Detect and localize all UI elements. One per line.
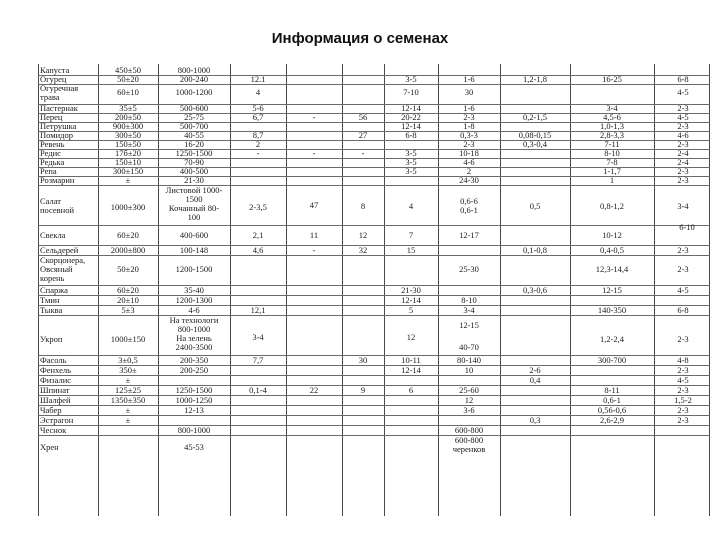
cell-c4: - [312,112,316,122]
cell-c5: 32 [358,245,368,255]
cell-c8: 0,08-0,15 [518,130,552,140]
row-line [38,315,710,316]
cell-c8: 0,3-0,4 [522,139,548,149]
cell-c9: 4,5-6 [603,112,621,122]
cell-c6: 7 [408,230,414,240]
cell-c5: - [361,148,365,158]
cell-c10: 2-3 [677,415,689,425]
cell-c10: 2-4 [677,148,689,158]
cell-c9: 2,8-3,3 [599,130,625,140]
cell-c4: 47 [309,200,319,210]
cell-c5: 56 [358,112,368,122]
cell-c1: 300±50 [115,130,141,140]
row-crop-name: Эстрагон [40,415,74,425]
cell-c3: 2,1 [252,230,264,240]
cell-c10: 2-3 [677,175,689,185]
cell-c1: 5±3 [121,305,135,315]
cell-c4: 22 [309,385,319,395]
cell-c10: 2-3 [677,334,689,344]
cell-c2: 800-1000 [177,324,211,334]
cell-c2: 800-1000 [177,65,211,75]
cell-c3: 12.1 [250,74,266,84]
cell-c10: 4-8 [677,355,689,365]
cell-c10: 2-3 [677,365,689,375]
cell-c7: 8-10 [461,295,477,305]
cell-c2: 1000-1200 [175,87,213,97]
row-line [38,84,710,85]
cell-c9: 1,0-1,3 [599,121,625,131]
cell-c1: 150±10 [115,157,141,167]
cell-c2: 40-55 [184,130,204,140]
cell-c10: 2-4 [677,157,689,167]
cell-c2: 45-53 [184,442,204,452]
cell-c2: Кочанный 80- [168,203,220,213]
row-line [38,375,710,376]
cell-c8: 0,1-0,8 [522,245,548,255]
row-crop-name: Перец [40,112,63,122]
cell-c9: 0,4-0,5 [599,245,625,255]
cell-c10: 4-5 [677,112,689,122]
cell-c6: 12-14 [401,103,421,113]
cell-c2: 1250-1500 [175,148,213,158]
cell-c8: 0,3-0,6 [522,285,548,295]
cell-c1: ± [125,375,131,385]
cell-c7: 1-8 [463,121,475,131]
cell-c7: 2-3 [463,112,475,122]
cell-c2: 21-30 [184,175,204,185]
cell-c3: 7,7 [252,355,264,365]
cell-c8: 0,5 [529,201,541,211]
cell-c10: 4-5 [677,285,689,295]
cell-c9: 1 [609,175,615,185]
cell-c3: 2-3,5 [249,202,267,212]
cell-c7: 0,3-3 [460,130,478,140]
cell-c1: 1000±300 [110,202,146,212]
row-line [38,435,710,436]
row-line [38,425,710,426]
cell-c1: 3±0,5 [118,355,138,365]
cell-c1: 60±20 [117,285,139,295]
cell-c2: Листовой 1000- [165,185,223,195]
row-crop-name: Свекла [40,230,66,240]
cell-c7: 2-3 [463,139,475,149]
cell-c1: 35±5 [119,103,137,113]
cell-c7: 1-6 [463,74,475,84]
cell-c2: 1000-1250 [175,395,213,405]
row-line [38,365,710,366]
cell-c7: черенков [452,444,486,454]
cell-c1: 200±50 [115,112,141,122]
cell-c9: 7-8 [606,157,618,167]
row-crop-name: Шалфей [40,395,71,405]
row-crop-name: Овсяный [40,264,73,274]
row-crop-name: Тыква [40,305,63,315]
cell-c1: 1350±350 [110,395,146,405]
cell-c10: 6-10 [679,222,695,232]
cell-c3: 3-4 [252,332,264,342]
cell-c10: 3-4 [677,201,689,211]
row-crop-name: Фенхель [40,365,71,375]
cell-c6: 7-10 [403,87,419,97]
cell-c7: 1-6 [463,103,475,113]
cell-c7: 30 [464,87,474,97]
cell-c2: 800-1000 [177,425,211,435]
cell-c6: 5 [408,305,414,315]
cell-c7: 25-60 [459,385,479,395]
cell-c6: 3-5 [405,166,417,176]
cell-c10: 2-3 [677,264,689,274]
cell-c1: 17б±20 [115,148,141,158]
cell-c6: 3-5 [405,74,417,84]
cell-c2: 100-148 [179,245,209,255]
row-crop-name: Укроп [40,334,63,344]
cell-c1: 125±25 [115,385,141,395]
cell-c8: 0,2-1,5 [522,112,548,122]
row-crop-name: Репа [40,166,57,176]
cell-c9: 16-25 [602,74,622,84]
row-crop-name: Петрушка [40,121,77,131]
cell-c7: 12-15 [459,320,479,330]
cell-c10: 6-8 [677,74,689,84]
cell-c3: 4 [255,87,261,97]
row-crop-name: Редька [40,157,65,167]
cell-c2: 400-600 [179,230,209,240]
cell-c1: 1000±150 [110,334,146,344]
row-crop-name: корень [40,273,65,283]
cell-c10: 2-3 [677,385,689,395]
cell-c9: 0,56-0,6 [597,405,627,415]
row-crop-name: Огуречная трава [40,83,79,102]
cell-c2: 12-13 [184,405,204,415]
cell-c2: 4-6 [188,305,200,315]
cell-c2: На технологи [169,315,219,325]
cell-c6: 3-5 [405,157,417,167]
cell-c6: 12-14 [401,365,421,375]
cell-c6: 10-11 [401,355,421,365]
cell-c7: 4-6 [463,157,475,167]
cell-c2: 500-600 [179,103,209,113]
row-crop-name: Шпинат [40,385,70,395]
cell-c10: 4-6 [677,130,689,140]
row-crop-name: Редис [40,148,61,158]
cell-c8: 0,4 [529,375,541,385]
cell-c2: 1200-1500 [175,264,213,274]
cell-c7: 0,6-6 [460,196,478,206]
cell-c6: 6 [408,385,414,395]
cell-c7: 24-30 [459,175,479,185]
cell-c2: 2400-3500 [175,342,213,352]
row-line [38,225,710,226]
cell-c3: 0,1-4 [249,385,267,395]
cell-c9: 0,6-1 [603,395,621,405]
seed-table [38,64,710,516]
row-crop-name: Тмин [40,295,60,305]
cell-c9: 12-15 [602,285,622,295]
cell-c7: 10-18 [459,148,479,158]
cell-c2: 200-250 [179,365,209,375]
row-crop-name: Чеснок [40,425,67,435]
cell-c4: - [312,245,316,255]
cell-c1: 60±10 [117,87,139,97]
row-crop-name: Хрен [40,442,59,452]
cell-c9: 2,6-2,9 [599,415,625,425]
cell-c2: 16-20 [184,139,204,149]
cell-c10: 2-3 [677,245,689,255]
cell-c6: 21-30 [401,285,421,295]
cell-c6: 4 [408,201,414,211]
cell-c1: 450±50 [115,65,141,75]
cell-c7: 2 [466,166,472,176]
cell-c7: 0,6-1 [460,205,478,215]
cell-c2: 25-75 [184,112,204,122]
row-crop-name: Спаржа [40,285,68,295]
cell-c2: 500-700 [179,121,209,131]
cell-c7: 600-800 [454,425,484,435]
row-crop-name: Фасоль [40,355,67,365]
page-title: Информация о семенах [271,30,449,47]
row-crop-name: Физалис [40,375,72,385]
cell-c1: 900±300 [112,121,144,131]
cell-c2: 200-350 [179,355,209,365]
row-crop-name: Капуста [40,65,70,75]
cell-c6: 12 [406,332,416,342]
cell-c3: 4,6 [252,245,264,255]
cell-c2: 35-40 [184,285,204,295]
cell-c1: 300±150 [112,166,144,176]
row-line [38,255,710,256]
cell-c7: 3-6 [463,405,475,415]
row-crop-name: Чабер [40,405,62,415]
cell-c1: 20±10 [117,295,139,305]
cell-c2: 1500 [185,194,203,204]
cell-c10: 2-3 [677,405,689,415]
cell-c4: - [312,148,316,158]
cell-c10: 6-8 [677,305,689,315]
cell-c7: 600-800 [454,435,484,445]
cell-c1: 60±20 [117,230,139,240]
cell-c9: 0,8-1,2 [599,201,625,211]
cell-c10: 4-5 [677,87,689,97]
cell-c10: 1,5-2 [674,395,692,405]
cell-c9: 140-350 [597,305,627,315]
cell-c9: 3-4 [606,103,618,113]
cell-c5: 12 [358,230,368,240]
cell-c7: 40-70 [459,342,479,352]
cell-c3: 5-6 [252,103,264,113]
cell-c7: 10 [464,365,474,375]
row-crop-name: Сельдерей [40,245,79,255]
row-crop-name: Ревень [40,139,65,149]
cell-c10: 4-5 [677,375,689,385]
row-crop-name: Огурец [40,74,67,84]
cell-c9: 1-1,7 [603,166,621,176]
cell-c6: 12-14 [401,121,421,131]
row-crop-name: Пастернак [40,103,78,113]
cell-c5: 27 [358,130,368,140]
cell-c7: 12 [464,395,474,405]
cell-c1: ± [125,175,131,185]
cell-c6: 15 [406,245,416,255]
cell-c10: 2-3 [677,139,689,149]
cell-c9: 12,3-14,4 [595,264,629,274]
cell-c6: 12-14 [401,295,421,305]
cell-c3: 12,1 [250,305,266,315]
cell-c1: 50±20 [117,74,139,84]
cell-c7: 12-17 [459,230,479,240]
cell-c6: 3-5 [405,148,417,158]
cell-c10: 2-3 [677,121,689,131]
cell-c2: 400-500 [179,166,209,176]
cell-c4: 11 [309,230,319,240]
cell-c3: - [256,148,260,158]
cell-c5: 8 [360,201,366,211]
cell-c3: 6,7 [252,112,264,122]
cell-c6: 6-8 [405,130,417,140]
cell-c1: ± [125,415,131,425]
cell-c5: 30 [358,355,368,365]
cell-c8: 2-6 [529,365,541,375]
cell-c6: 20-22 [401,112,421,122]
cell-c2: 1200-1300 [175,295,213,305]
cell-c1: 50±20 [117,264,139,274]
cell-c10: 2-3 [677,166,689,176]
cell-c2: 70-90 [184,157,204,167]
cell-c2: 1250-1500 [175,385,213,395]
cell-c10: 2-3 [677,103,689,113]
cell-c3: 2 [255,139,261,149]
cell-c5: 9 [360,385,366,395]
cell-c9: 1,2-2,4 [599,334,625,344]
cell-c7: 80-140 [456,355,482,365]
cell-c9: 300-700 [597,355,627,365]
cell-c8: 0,3 [529,415,541,425]
cell-c7: 25-30 [459,264,479,274]
cell-c2: На зелень [176,333,212,343]
cell-c7: 3-4 [463,305,475,315]
row-crop-name: Салат посевной [40,196,75,215]
cell-c1: ± [125,405,131,415]
cell-c1: 150±50 [115,139,141,149]
cell-c2: 200-240 [179,74,209,84]
row-crop-name: Помидор [40,130,73,140]
cell-c9: 10-12 [602,230,622,240]
row-crop-name: Скорцонера, [40,255,86,265]
cell-c9: 8-10 [604,148,620,158]
cell-c1: 350± [119,365,137,375]
cell-c3: 8,7 [252,130,264,140]
row-crop-name: Розмарин [40,175,75,185]
cell-c8: 1,2-1,8 [522,74,548,84]
cell-c2: 100 [187,212,201,222]
cell-c1: 2000±800 [110,245,146,255]
cell-c9: 8-11 [604,385,620,395]
row-line [38,185,710,186]
cell-c9: 7-11 [604,139,620,149]
